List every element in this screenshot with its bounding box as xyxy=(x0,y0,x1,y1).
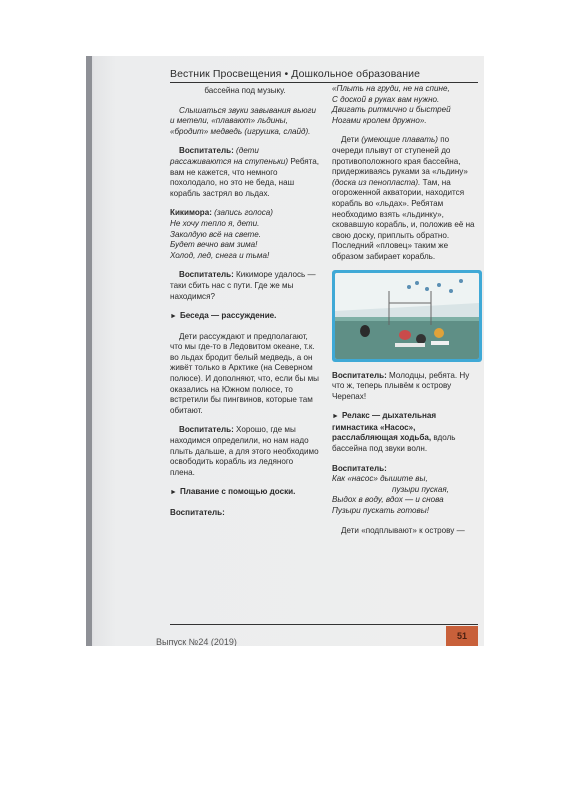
speaker-label: Воспитатель: xyxy=(179,146,234,156)
pool-photo xyxy=(332,270,482,362)
text-run: Там, на огороженной акватории, находится корабль во «льдах». Ребятам необходимо взять «льдинку», сковавшую корабль, и, положив её на свою доску, приплыть обратно. Последний «пловец» таким же образом забирает корабль. xyxy=(332,177,475,261)
stage-direction: (умеющие плавать) xyxy=(361,135,438,145)
speaker-label: Воспитатель: xyxy=(179,425,234,435)
speech-text: Кикиморе удалось — таки сбить нас с пути. Где же мы находимся? xyxy=(170,270,316,301)
verse-line: пузыри пуская, xyxy=(392,484,449,494)
paragraph xyxy=(332,135,482,262)
paragraph: Дети «подплывают» к острову — xyxy=(341,525,465,535)
verse-line: Как «насос» дышите вы, xyxy=(332,474,428,484)
verse-line: Пузыри пускать готовы! xyxy=(332,506,429,516)
verse-line: «Плыть на груди, не на спине, xyxy=(332,84,450,93)
text-run: по очереди плывут от ступеней до противоположного края бассейна, придерживаясь руками за «льдину» xyxy=(332,135,468,177)
heading-text: Плавание с помощью доски. xyxy=(179,487,296,497)
section-heading xyxy=(332,411,482,454)
verse-line: Холод, лед, снега и тьма! xyxy=(170,250,270,260)
stage-direction: (доска из пенопласта). xyxy=(332,177,421,187)
speaker-label: Кикимора: xyxy=(170,208,212,218)
verse xyxy=(332,84,482,126)
verse xyxy=(170,208,320,261)
pool-photo-image xyxy=(335,273,479,359)
book-spine xyxy=(86,56,92,646)
page-number: 51 xyxy=(446,626,478,646)
triangle-bullet-icon: ► xyxy=(170,313,177,321)
running-header: Вестник Просвещения • Дошкольное образование xyxy=(170,68,421,80)
verse xyxy=(332,464,482,517)
stage-direction: (запись голоса) xyxy=(214,208,273,218)
text-run: Дети xyxy=(341,135,359,145)
section-heading xyxy=(170,487,320,499)
verse-line: Будет вечно вам зима! xyxy=(170,240,258,250)
footer-rule xyxy=(170,624,478,625)
issue-label: Выпуск №24 (2019) xyxy=(156,637,237,646)
heading-continuation: вдоль бассейна под звуки волн. xyxy=(332,433,456,454)
right-column xyxy=(332,84,482,545)
paragraph: Слышаться звуки завывания вьюги и метели, «плавают» льдины, «бродит» медведь (игрушка, слайд). xyxy=(170,105,317,136)
left-column xyxy=(170,86,320,528)
paragraph xyxy=(170,146,320,199)
verse-line: Заколдую всё на свете. xyxy=(170,229,261,239)
paragraph: Дети рассуждают и предполагают, что мы где-то в Ледовитом океане, т.к. во льдах бродит белый медведь, а он живёт только в Арктике (на Северном полюсе). И дополняют, что, если бы мы оказались на Южном полюсе, то встретили бы пингвинов, которые там обитают. xyxy=(170,331,319,415)
text-line: бассейна под музыку. xyxy=(204,86,286,95)
stage-direction: (дети рассаживаются на ступеньки) xyxy=(170,146,289,166)
paragraph xyxy=(332,371,482,403)
heading-text: Релакс — дыхательная гимнастика «Насос», расслабляющая ходьба, xyxy=(332,411,437,443)
magazine-page xyxy=(86,56,484,646)
speech-text: Хорошо, где мы находимся определили, но нам надо плыть дальше, а для этого необходимо освободить корабль из ледяного плена. xyxy=(170,425,319,477)
verse-line: Двигать ритмично и быстрей xyxy=(332,105,451,115)
speaker-label: Воспитатель: xyxy=(332,463,387,473)
section-heading xyxy=(170,311,320,323)
verse-line: Не хочу тепло я, дети. xyxy=(170,218,260,228)
speaker-label: Воспитатель: xyxy=(179,270,234,280)
verse-line: Выдох в воду, вдох — и снова xyxy=(332,495,444,505)
header-rule xyxy=(170,82,478,83)
verse-line: Ногами кролем дружно». xyxy=(332,115,427,125)
paragraph xyxy=(170,425,320,478)
paragraph xyxy=(170,270,320,302)
speech-text: Молодцы, ребята. Ну что ж, теперь плывём к острову Черепах! xyxy=(332,370,470,401)
speaker-label: Воспитатель: xyxy=(332,370,387,380)
verse-line: С доской в руках вам нужно. xyxy=(332,94,440,104)
speech-text: Ребята, вам не кажется, что немного похолодало, но это не беда, наш корабль застрял во льдах. xyxy=(170,156,320,198)
triangle-bullet-icon: ► xyxy=(332,413,339,421)
triangle-bullet-icon: ► xyxy=(170,489,177,497)
speaker-label: Воспитатель: xyxy=(170,508,225,517)
heading-text: Беседа — рассуждение. xyxy=(179,311,277,321)
